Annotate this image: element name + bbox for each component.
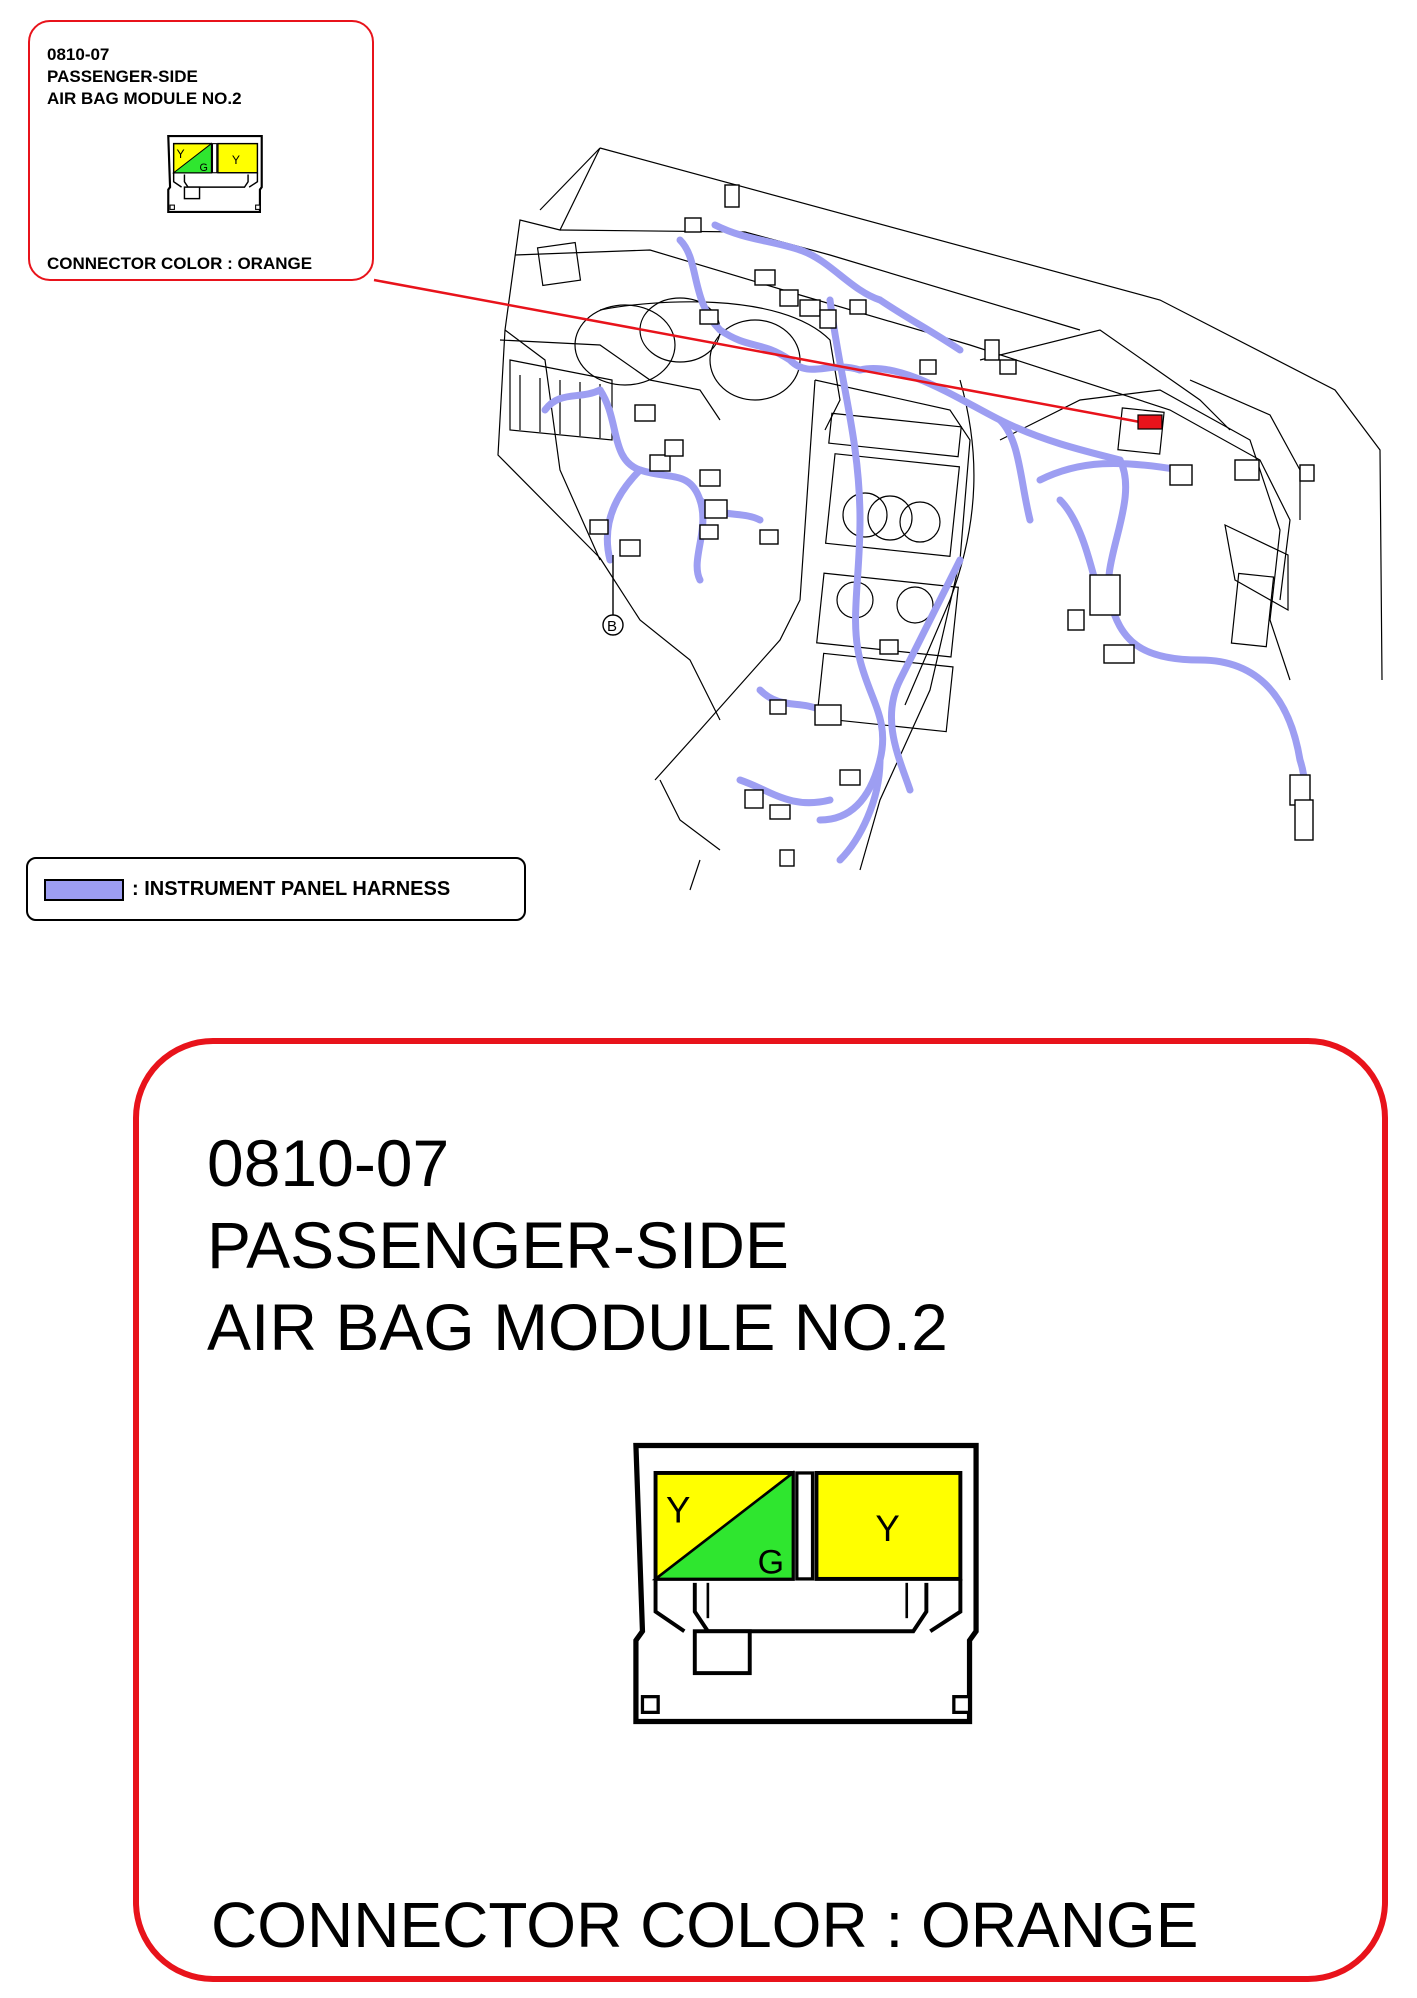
instrument-panel-diagram [0, 0, 1417, 900]
connector-name-line1-large: PASSENGER-SIDE [207, 1208, 789, 1282]
pin1-bottom-label-large: G [757, 1543, 785, 1582]
connector-name-line2: AIR BAG MODULE NO.2 [47, 89, 242, 108]
harness-legend-swatch [44, 879, 124, 901]
pin2-label-large: Y [875, 1507, 900, 1549]
dashboard-outline [498, 148, 1382, 890]
harness-legend-label: : INSTRUMENT PANEL HARNESS [132, 878, 451, 900]
pin2-label: Y [231, 152, 241, 167]
connector-face-icon-large [632, 1441, 980, 1726]
air-bag-connector-highlight [374, 280, 1162, 429]
connector-color-label-large: CONNECTOR COLOR : ORANGE [211, 1889, 1199, 1961]
connector-name-line1: PASSENGER-SIDE [47, 67, 198, 86]
connector-callout-large [133, 1038, 1388, 1982]
connector-color-label: CONNECTOR COLOR : ORANGE [47, 254, 313, 273]
pin1-bottom-label: G [199, 161, 208, 174]
instrument-panel-harness [545, 225, 1304, 860]
ground-marker-label: B [607, 618, 618, 635]
connector-code: 0810-07 [47, 45, 110, 64]
pin1-top-label: Y [176, 147, 185, 162]
harness-legend [26, 857, 526, 921]
pin1-top-label-large: Y [666, 1489, 691, 1531]
connector-name-line2-large: AIR BAG MODULE NO.2 [207, 1290, 948, 1364]
connector-code-large: 0810-07 [207, 1126, 450, 1200]
